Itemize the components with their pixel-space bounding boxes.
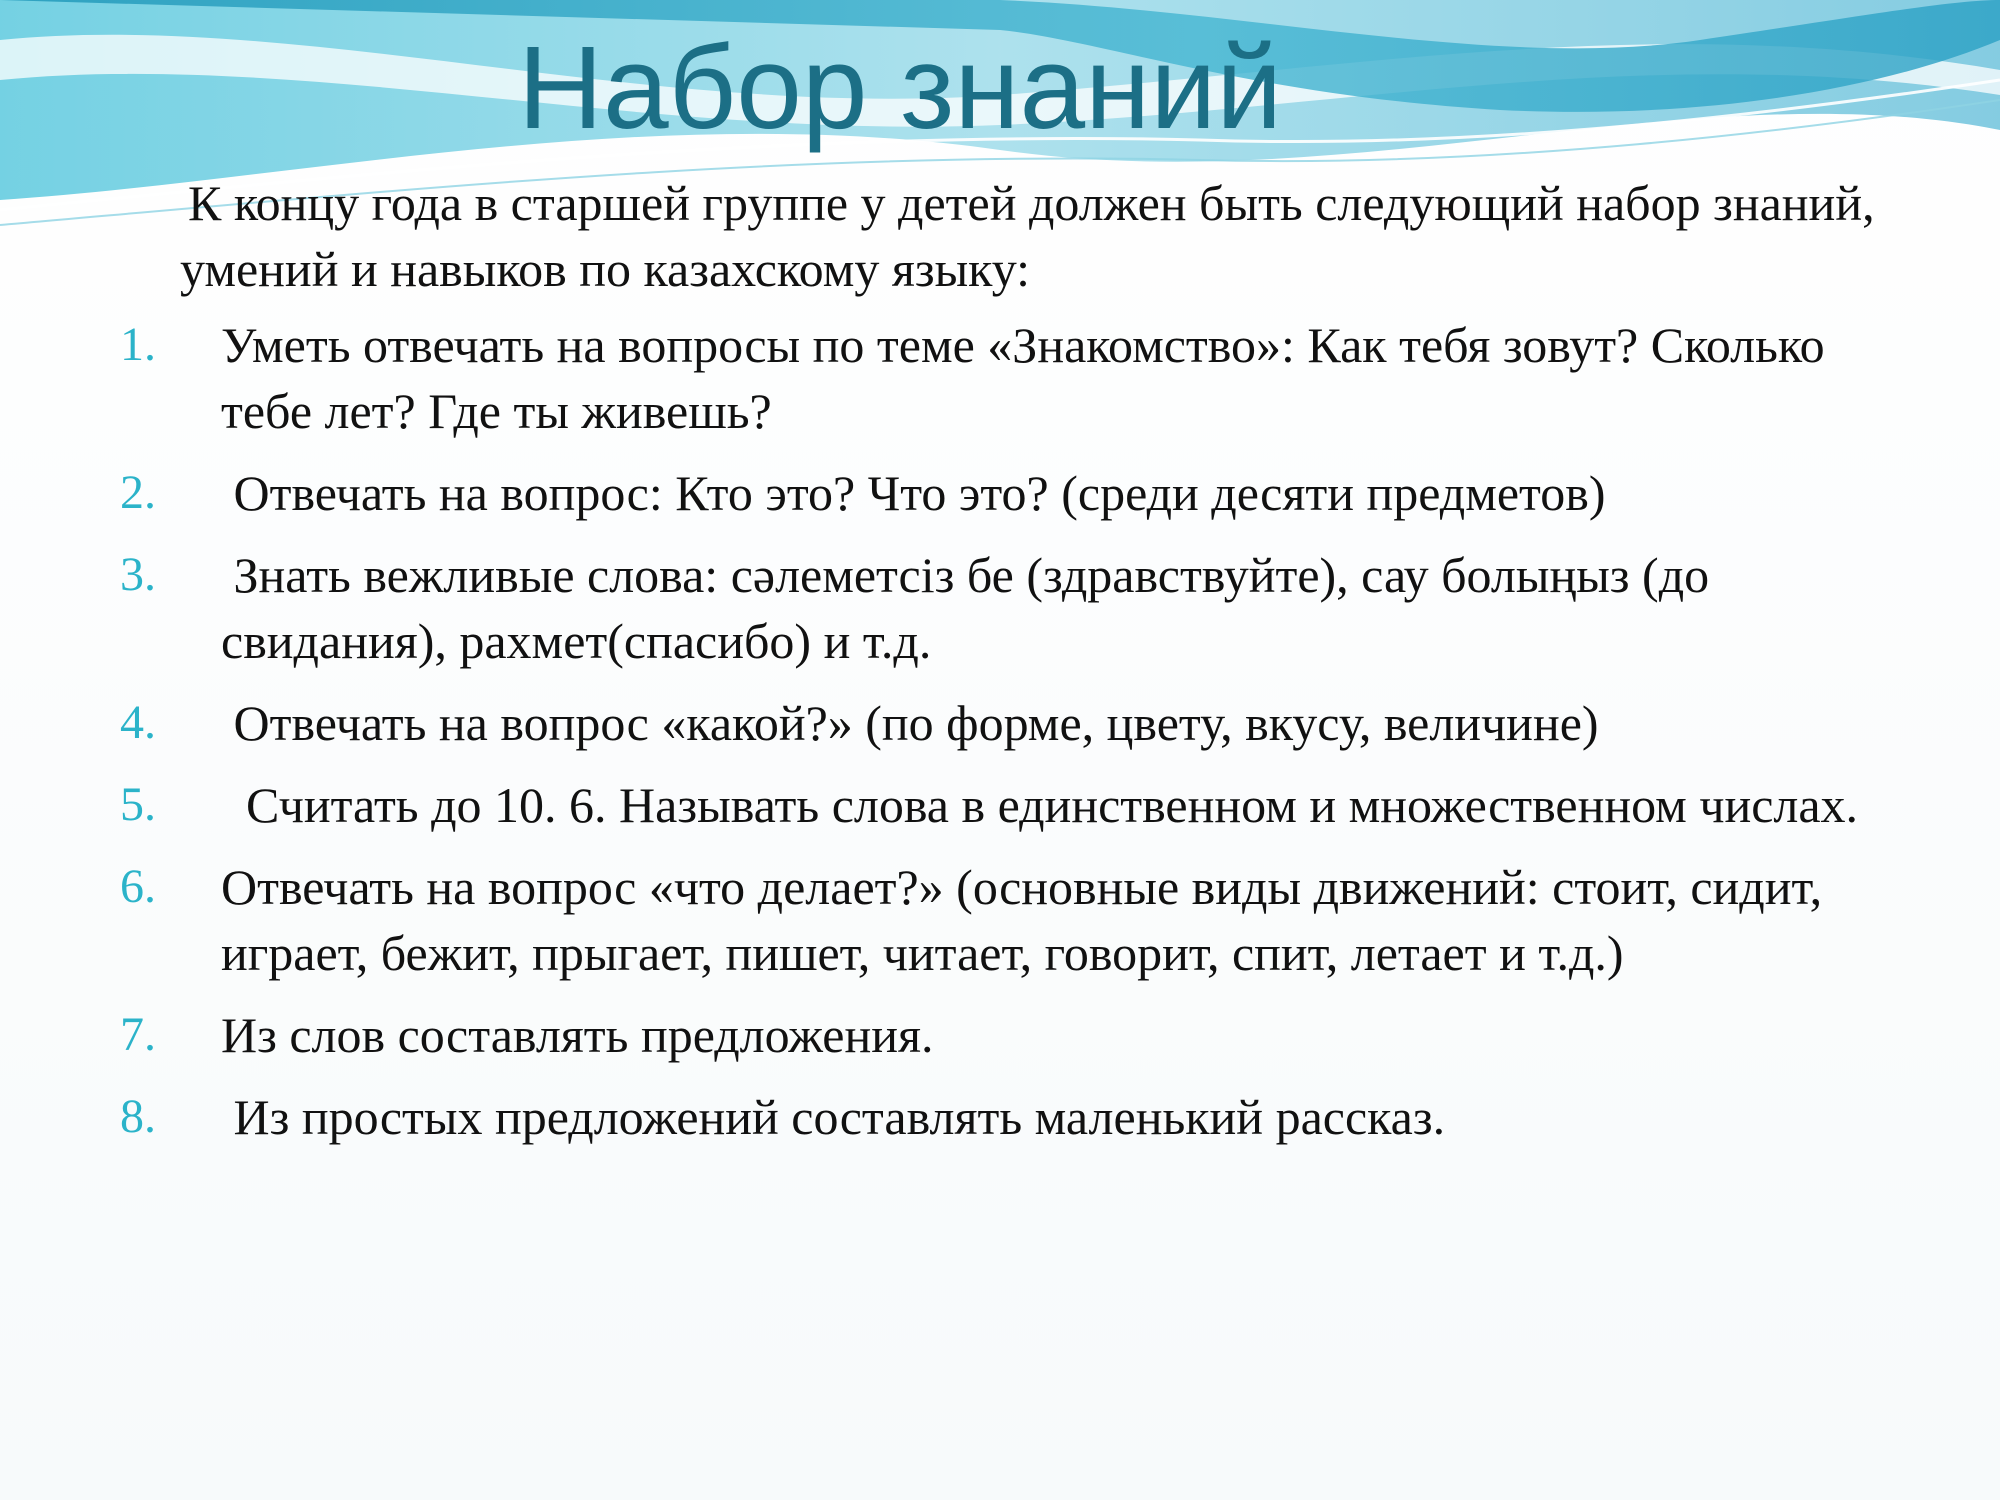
list-item-text: Из простых предложений составлять маленький рассказ. [221,1089,1446,1145]
list-item-text: Отвечать на вопрос: Кто это? Что это? (среди десяти предметов) [221,465,1606,521]
list-item [0,1002,2000,1068]
list-item-text: Отвечать на вопрос «какой?» (по форме, цвету, вкусу, величине) [221,695,1599,751]
list-item [0,854,2000,986]
list-item [0,1084,2000,1150]
list-item-text: Знать вежливые слова: сәлеметсіз бе (здравствуйте), сау болыңыз (до свидания), рахмет(спасибо) и т.д. [221,547,1722,669]
list-item-number: 2. [120,466,156,519]
list-item [0,690,2000,756]
skills-list [0,312,2000,1166]
list-item-number: 5. [120,778,156,831]
list-item-number: 4. [120,696,156,749]
list-item-text: Отвечать на вопрос «что делает?» (основные виды движений: стоит, сидит, играет, бежит, прыгает, пишет, читает, говорит, спит, летает и т.д.) [221,859,1823,981]
list-item-number: 3. [120,548,156,601]
list-item [0,312,2000,444]
list-item-text: Уметь отвечать на вопросы по теме «Знакомство»: Как тебя зовут? Сколько тебе лет? Где ты живешь? [221,317,1825,439]
slide-title: Набор знаний [517,22,1283,154]
list-item-number: 6. [120,860,156,913]
list-item [0,772,2000,838]
list-item-number: 8. [120,1090,156,1143]
intro-paragraph: К концу года в старшей группе у детей должен быть следующий набор знаний, умений и навыков по казахскому языку: [180,175,1875,297]
list-item-text: Считать до 10. 6. Называть слова в единственном и множественном числах. [221,777,1859,833]
list-item-text: Из слов составлять предложения. [221,1007,934,1063]
list-item-number: 7. [120,1008,156,1061]
list-item [0,460,2000,526]
list-item-number: 1. [120,318,156,371]
list-item [0,542,2000,674]
